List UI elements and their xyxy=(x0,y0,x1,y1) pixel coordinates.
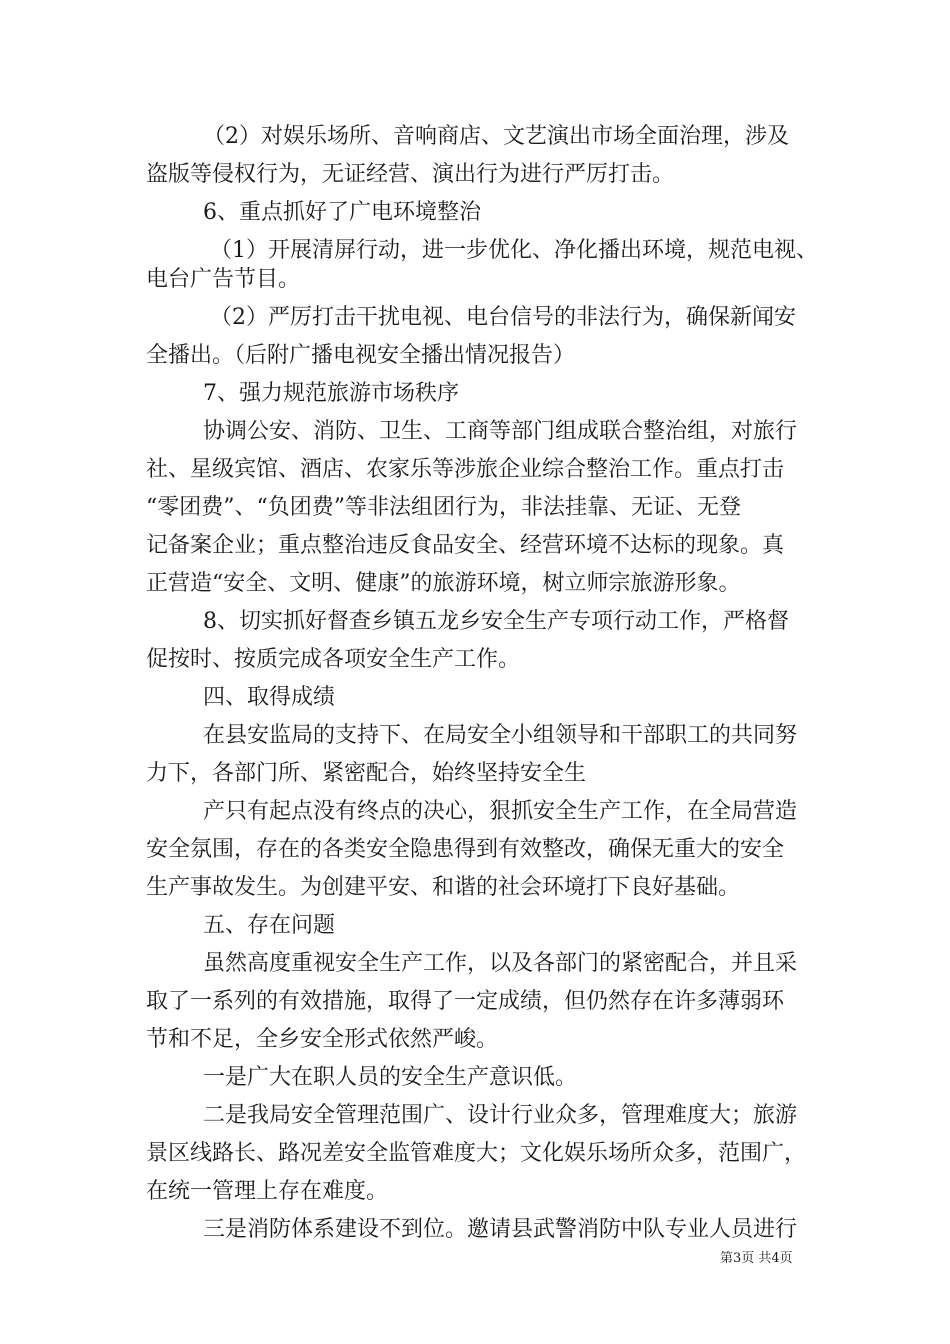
paragraph-line: 促按时、按质完成各项安全生产工作。 xyxy=(146,647,521,672)
paragraph-line: 一是广大在职人员的安全生产意识低。 xyxy=(203,1065,578,1090)
paragraph-line: 力下，各部门所、紧密配合，始终坚持安全生 xyxy=(146,761,587,786)
paragraph-line: 三是消防体系建设不到位。邀请县武警消防中队专业人员进行 xyxy=(203,1217,798,1242)
paragraph-line: 景区线路长、路况差安全监管难度大；文化娱乐场所众多，范围广， xyxy=(146,1141,807,1166)
paragraph-line: 社、星级宾馆、酒店、农家乐等涉旅企业综合整治工作。重点打击 xyxy=(146,457,785,482)
paragraph-line: 产只有起点没有终点的决心，狠抓安全生产工作，在全局营造 xyxy=(203,799,798,824)
paragraph-line: 盗版等侵权行为，无证经营、演出行为进行严厉打击。 xyxy=(146,162,675,187)
page-number-footer: 第3页 共4页 xyxy=(720,1251,793,1266)
section-heading: 7、强力规范旅游市场秩序 xyxy=(203,381,459,406)
paragraph-line: 安全氛围，存在的各类安全隐患得到有效整改，确保无重大的安全 xyxy=(146,837,785,862)
paragraph-line: 记备案企业；重点整治违反食品安全、经营环境不达标的现象。真 xyxy=(146,533,785,558)
paragraph-line: 生产事故发生。为创建平安、和谐的社会环境打下良好基础。 xyxy=(146,875,741,900)
paragraph-line: 全播出。（后附广播电视安全播出情况报告） xyxy=(146,343,576,368)
section-heading: 五、存在问题 xyxy=(203,913,336,938)
paragraph-line: 二是我局安全管理范围广、设计行业众多，管理难度大；旅游 xyxy=(203,1103,798,1128)
paragraph-line: 协调公安、消防、卫生、工商等部门组成联合整治组，对旅行 xyxy=(203,419,798,444)
section-heading: 四、取得成绩 xyxy=(203,685,336,710)
paragraph-line: （2）对娱乐场所、音响商店、文艺演出市场全面治理，涉及 xyxy=(203,124,789,149)
paragraph-line: 在县安监局的支持下、在局安全小组领导和干部职工的共同努 xyxy=(203,723,798,748)
section-heading: 6、重点抓好了广电环境整治 xyxy=(203,200,481,225)
paragraph-line: “零团费”、“负团费”等非法组团行为，非法挂靠、无证、无登 xyxy=(146,495,741,520)
paragraph-line: 虽然高度重视安全生产工作，以及各部门的紧密配合，并且采 xyxy=(203,951,798,976)
paragraph-line: 正营造“安全、文明、健康”的旅游环境，树立师宗旅游形象。 xyxy=(146,571,741,596)
paragraph-line: 在统一管理上存在难度。 xyxy=(146,1179,389,1204)
paragraph-line: 8、切实抓好督查乡镇五龙乡安全生产专项行动工作，严格督 xyxy=(203,609,789,634)
paragraph-line: （2）严厉打击干扰电视、电台信号的非法行为，确保新闻安 xyxy=(210,305,796,330)
paragraph-line: 节和不足，全乡安全形式依然严峻。 xyxy=(146,1027,499,1052)
paragraph-line: （1）开展清屏行动，进一步优化、净化播出环境，规范电视、 xyxy=(210,238,818,263)
paragraph-line: 取了一系列的有效措施，取得了一定成绩，但仍然存在许多薄弱环 xyxy=(146,989,785,1014)
paragraph-line: 电台广告节目。 xyxy=(146,267,301,292)
